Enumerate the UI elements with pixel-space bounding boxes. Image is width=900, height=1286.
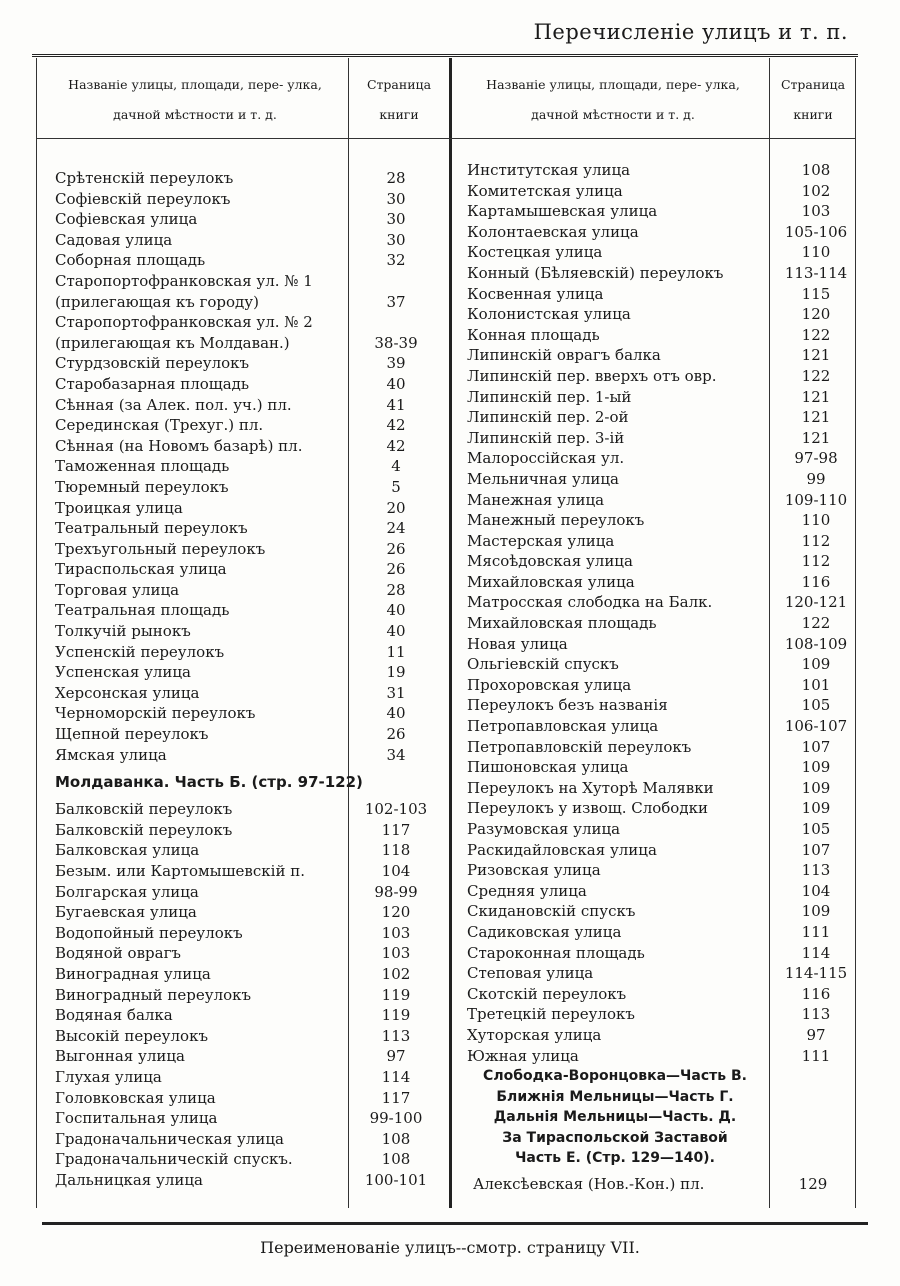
street-entry [467,201,855,222]
street-entry [467,428,855,449]
street-name: Таможенная площадь [55,457,230,476]
street-entry [55,1005,445,1026]
street-name: Толкучій рынокъ [55,622,191,641]
left-page-header: Страница книги [366,77,432,122]
street-name: Старопортофранковская ул. № 2 [55,313,313,332]
page-number: 103 [381,944,411,963]
street-entry [467,695,855,716]
street-name: Комитетская улица [467,181,623,200]
street-name: Конный (Бѣляевскій) переулокъ [467,263,724,282]
page-number: 11 [386,642,406,661]
street-entry [55,559,445,580]
street-name: Успенскій переулокъ [55,642,225,661]
page-number: 109-110 [784,490,848,509]
street-entry [55,662,445,683]
page-number: 109 [801,778,831,797]
street-name: Манежная улица [467,490,605,509]
page-number: 40 [386,374,406,393]
street-name: Липинскій оврагъ балка [467,346,661,365]
page-number: 118 [381,841,411,860]
left-name-header: Названіе улицы, площади, пере- улка, дачной мѣстности и т. д. [68,77,322,122]
street-name: Староконная площадь [467,943,645,962]
street-entry [55,436,445,457]
street-name: Средняя улица [467,881,587,900]
street-name: Стурдзовскій переулокъ [55,354,250,373]
page-number: 19 [386,663,406,682]
page-number: 105 [801,820,831,838]
street-name: Водопойный переулокъ [55,923,243,942]
street-entry [467,901,855,922]
page-number: 103 [381,923,411,942]
street-name: Степовая улица [467,964,594,983]
street-name: Херсонская улица [55,683,200,702]
street-name: Черноморскій переулокъ [55,704,256,723]
street-name: Балковскій переулокъ [55,820,233,839]
street-entry [467,1046,855,1067]
page-number: 98-99 [374,882,418,901]
street-entry [467,963,855,984]
page-number: 40 [386,601,406,620]
street-entry [467,387,855,408]
page-number: 113 [381,1026,411,1045]
street-name: Ризовская улица [467,861,601,880]
page-number: 5 [391,477,401,496]
street-name: Институтская улица [467,161,631,179]
page-number: 40 [386,704,406,723]
street-name: Градоначальническая улица [55,1129,284,1148]
page-number: 31 [386,683,406,702]
street-entry [55,600,445,621]
street-entry [55,1129,445,1150]
street-name: (прилегающая къ городу) [55,292,259,311]
street-name: Бугаевская улица [55,903,197,922]
street-entry [55,724,445,745]
street-entry [467,984,855,1005]
street-entry [467,448,855,469]
section-heading [55,765,445,799]
street-name: Софіевская улица [55,210,198,229]
street-name: Михайловская площадь [467,614,657,633]
page-number: 121 [801,408,831,427]
street-entry [55,861,445,882]
street-entry [467,654,855,675]
street-name: Скотскій переулокъ [467,984,627,1003]
street-entry [55,840,445,861]
street-name: Балковская улица [55,841,200,860]
street-entry [55,580,445,601]
street-name: Переулокъ у извощ. Слободки [467,799,708,818]
page-number: 121 [801,387,831,406]
street-name: Скидановскій спускъ [467,902,636,921]
section-line: Ближнія Мельницы—Часть Г. [496,1088,734,1105]
page-number: 26 [386,560,406,579]
street-name: Манежный переулокъ [467,511,645,530]
street-name: Косвенная улица [467,284,604,303]
street-entry [467,778,855,799]
street-entry [55,477,445,498]
street-entry [55,642,445,663]
street-name: Щепной переулокъ [55,725,209,744]
page-number: 106-107 [784,717,848,736]
page-number: 122 [801,366,831,385]
street-name: Глухая улица [55,1067,162,1086]
page-number: 41 [386,395,406,414]
page-number: 109 [801,799,831,818]
street-entry [55,333,445,354]
page-number: 108-109 [784,634,848,653]
street-name: Конная площадь [467,325,600,344]
page-number: 26 [386,539,406,558]
page-number: 107 [801,737,831,756]
page-number: 32 [386,251,406,270]
bottom-rule [42,1222,868,1225]
street-name: Хуторская улица [467,1025,602,1044]
street-name: (прилегающая къ Молдаван.) [55,333,290,352]
page-number: 109 [801,902,831,921]
street-name: Торговая улица [55,580,180,599]
page-number: 121 [801,428,831,447]
street-entry [467,181,855,202]
page-number: 111 [801,1046,831,1065]
street-entry [55,518,445,539]
street-entry [55,353,445,374]
page-number: 108 [381,1150,411,1169]
street-entry [55,1149,445,1170]
street-entry [467,634,855,655]
street-entry [55,1067,445,1088]
street-entry [55,799,445,820]
street-entry [55,745,445,766]
street-name: Театральная площадь [55,601,230,620]
page-number: 100-101 [364,1170,428,1189]
street-entry [467,860,855,881]
street-name: Безым. или Картомышевскій п. [55,862,305,880]
street-name: Прохоровская улица [467,675,632,694]
page-number: 30 [386,189,406,208]
street-name: Матросская слободка на Балк. [467,593,713,612]
page-number: 38-39 [374,333,418,352]
page-number: 28 [386,580,406,599]
page-number: 97 [806,1025,826,1044]
page-number: 119 [381,1006,411,1025]
street-entry [55,1170,445,1191]
page-number: 117 [381,1088,411,1107]
page-number: 120 [381,903,411,922]
right-name-header: Названіе улицы, площади, пере- улка, дачной мѣстности и т. д. [486,77,740,122]
page-number: 119 [381,985,411,1004]
street-name: Петропавловская улица [467,717,659,736]
page-number: 97 [386,1047,406,1066]
street-name: Малороссійская ул. [467,449,625,468]
page-number: 121 [801,346,831,365]
street-entry [467,819,855,840]
street-name: Садиковская улица [467,922,622,941]
street-name: Госпитальная улица [55,1109,218,1128]
street-entry [55,415,445,436]
street-index-table [36,58,856,1208]
street-name: Градоначальническій спускъ. [55,1150,293,1169]
street-name: Липинскій пер. 2-ой [467,408,629,427]
page-number: 39 [386,354,406,373]
street-name: Садовая улица [55,230,173,249]
page-number: 120-121 [784,593,848,612]
street-name: Картамышевская улица [467,202,658,221]
page-number: 101 [801,675,831,694]
street-entry [467,1004,855,1025]
street-name: Ольгіевскій спускъ [467,655,619,674]
street-name: Срѣтенскій переулокъ [55,169,234,187]
page-number: 20 [386,498,406,517]
page-number: 110 [801,511,831,530]
section-line: Слободка-Воронцовка—Часть В. [483,1068,747,1084]
page-number: 30 [386,210,406,229]
center-divider [449,58,452,1208]
street-name: Михайловская улица [467,572,635,591]
street-entry [467,469,855,490]
page-number: 122 [801,614,831,633]
street-entry [467,922,855,943]
page-number: 113-114 [784,263,848,282]
street-name: Мясоѣдовская улица [467,552,633,571]
street-name: Водяной оврагъ [55,944,181,963]
street-entry [467,613,855,634]
right-street-list [467,160,855,1066]
street-entry [55,374,445,395]
street-name: Успенская улица [55,663,192,682]
street-name: Соборная площадь [55,251,206,270]
page-number: 42 [386,416,406,435]
street-entry [55,943,445,964]
page-number: 115 [801,284,831,303]
page-number: 4 [391,457,401,476]
street-entry [467,737,855,758]
street-entry [467,242,855,263]
page-number: 40 [386,622,406,641]
street-name: Софіевскій переулокъ [55,189,231,208]
page-number: 102 [381,964,411,983]
street-entry [467,757,855,778]
street-entry [55,498,445,519]
left-street-list [55,168,445,1191]
right-last-street-name: Алексѣевская (Нов.-Кон.) пл. [473,1175,705,1193]
street-entry [55,1108,445,1129]
page-number: 104 [381,862,411,880]
page-number: 26 [386,725,406,744]
street-entry [55,882,445,903]
page-number: 117 [381,820,411,839]
street-entry [467,366,855,387]
street-name: Водяная балка [55,1006,173,1025]
street-name: Мастерская улица [467,531,615,550]
street-name: Переулокъ безъ названія [467,696,668,715]
right-page-header: Страница книги [780,77,846,122]
street-name: Третецкій переулокъ [467,1005,635,1024]
section-line: Дальнія Мельницы—Часть. Д. [493,1109,737,1125]
street-name: Мельничная улица [467,469,619,488]
page-number: 108 [801,161,831,179]
street-entry [467,840,855,861]
street-entry [55,292,445,313]
right-section-heading [457,1066,773,1169]
street-entry [55,902,445,923]
street-entry [55,312,445,333]
street-entry [467,345,855,366]
street-entry [467,222,855,243]
page-number: 113 [801,1005,831,1024]
page-number: 102 [801,181,831,200]
street-name: Сѣнная (за Алек. пол. уч.) пл. [55,395,292,414]
street-name: Переулокъ на Хуторѣ Малявки [467,778,714,797]
page-number: 112 [801,531,831,550]
street-name: Виноградная улица [55,964,211,983]
page-number: 37 [386,292,406,311]
page-number: 105 [801,696,831,715]
street-entry [55,985,445,1006]
street-entry [467,592,855,613]
page-number: 24 [386,519,406,538]
street-entry [55,1026,445,1047]
street-entry [55,703,445,724]
street-entry [55,683,445,704]
page-number: 116 [801,984,831,1003]
street-entry [467,407,855,428]
section-title: Молдаванка. Часть Б. (стр. 97-122) [55,773,363,792]
street-name: Болгарская улица [55,882,199,901]
street-entry [467,675,855,696]
page-number: 109 [801,655,831,674]
street-name: Южная улица [467,1046,579,1065]
street-name: Старобазарная площадь [55,374,250,393]
page-number: 114-115 [784,964,848,983]
street-entry [467,160,855,181]
page-footer: Переименованіе улицъ--смотр. страницу VII. [260,1238,640,1257]
street-entry [467,1025,855,1046]
page-number: 97-98 [794,449,838,468]
street-entry [467,798,855,819]
street-entry [55,395,445,416]
street-name: Головковская улица [55,1088,216,1107]
street-entry [467,881,855,902]
street-entry [467,943,855,964]
street-entry [55,189,445,210]
street-entry [467,325,855,346]
street-entry [55,621,445,642]
street-entry [55,168,445,189]
street-entry [467,716,855,737]
page-number: 112 [801,552,831,571]
header-rule [37,138,855,139]
street-name: Колонтаевская улица [467,222,639,241]
street-name: Тираспольская улица [55,560,227,579]
page-number: 34 [386,745,406,764]
street-entry [467,551,855,572]
page-number: 111 [801,922,831,941]
page-number: 109 [801,758,831,777]
page-number: 105-106 [784,222,848,241]
street-entry [55,964,445,985]
street-entry [55,923,445,944]
street-entry [55,456,445,477]
page-number: 114 [381,1067,411,1086]
street-name: Липинскій пер. 3-ій [467,428,625,447]
street-name: Трехъугольный переулокъ [55,539,266,558]
street-entry [55,250,445,271]
page-number: 108 [381,1129,411,1148]
page-number: 102-103 [364,800,428,819]
street-name: Разумовская улица [467,820,621,838]
street-entry [467,531,855,552]
page-number: 120 [801,305,831,324]
page-number: 114 [801,943,831,962]
street-entry [55,209,445,230]
page-number: 122 [801,325,831,344]
street-name: Ямская улица [55,745,167,764]
page-number: 28 [386,169,406,187]
street-entry [467,572,855,593]
street-name: Новая улица [467,634,568,653]
page-number: 113 [801,861,831,880]
street-entry [467,304,855,325]
street-name: Тюремный переулокъ [55,477,229,496]
page-number: 103 [801,202,831,221]
street-entry [55,271,445,292]
page-number: 99 [806,469,826,488]
street-entry [467,510,855,531]
section-line: За Тираспольской Заставой [502,1129,728,1146]
page-number: 107 [801,840,831,859]
page-number: 110 [801,243,831,262]
section-line: Часть Е. (Стр. 129—140). [515,1150,715,1166]
street-entry [55,539,445,560]
street-entry [467,284,855,305]
street-entry [55,1088,445,1109]
street-entry [55,230,445,251]
street-name: Липинскій пер. 1-ый [467,387,632,406]
page-number: 104 [801,881,831,900]
street-name: Пишоновская улица [467,758,629,777]
street-name: Выгонная улица [55,1047,185,1066]
street-name: Виноградный переулокъ [55,985,252,1004]
street-name: Старопортофранковская ул. № 1 [55,271,313,290]
street-name: Дальницкая улица [55,1170,203,1189]
page-number: 30 [386,230,406,249]
street-entry [467,490,855,511]
street-name: Липинскій пер. вверхъ отъ овр. [467,366,717,385]
street-entry [55,820,445,841]
street-name: Театральный переулокъ [55,519,248,538]
street-name: Троицкая улица [55,498,183,517]
street-name: Раскидайловская улица [467,840,657,859]
page-header-title: Перечисленіе улицъ и т. п. [533,20,848,44]
street-name: Колонистская улица [467,305,631,324]
street-name: Серединская (Трехуг.) пл. [55,416,264,435]
street-name: Высокій переулокъ [55,1026,208,1045]
page-number: 99-100 [369,1109,423,1128]
street-entry [55,1046,445,1067]
street-name: Балковскій переулокъ [55,800,233,819]
street-name: Костецкая улица [467,243,603,262]
page-number: 116 [801,572,831,591]
top-rule [32,54,858,57]
street-name: Сѣнная (на Новомъ базарѣ) пл. [55,436,303,455]
street-name: Петропавловскій переулокъ [467,737,692,756]
right-last-street-page: 129 [798,1175,828,1193]
street-entry [467,263,855,284]
page-number: 42 [386,436,406,455]
